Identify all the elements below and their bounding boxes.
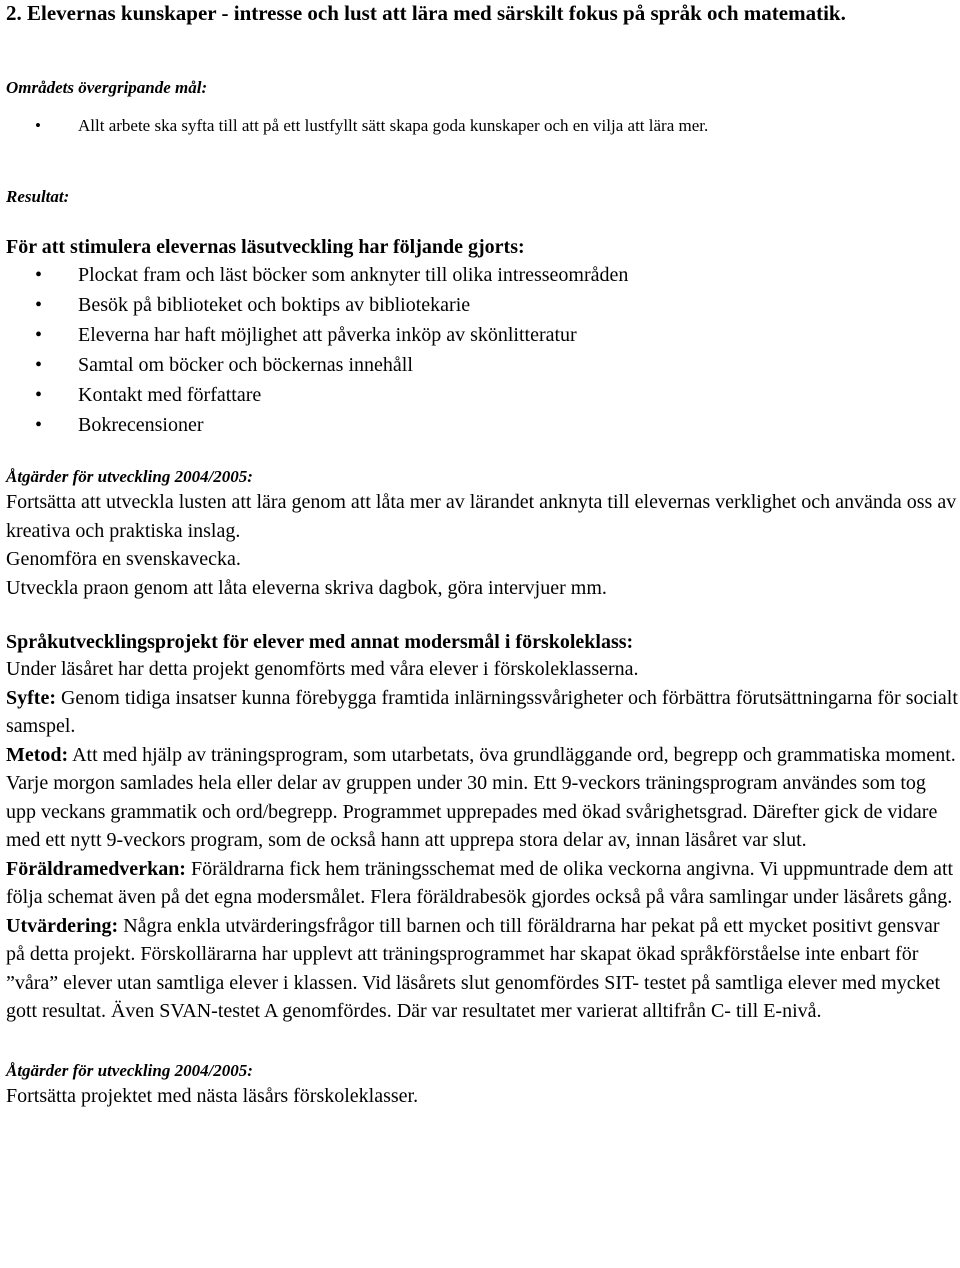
reading-title: För att stimulera elevernas läsutveckling har följande gjorts:: [6, 236, 525, 258]
reading-list-item: • Kontakt med författare: [6, 380, 958, 410]
eval-text: Några enkla utvärderingsfrågor till barnen och till föräldrarna har pekat på ett mycket positivt gensvar på detta projekt. Förskollärarna har upplevt att träningsprogrammet har skapat ökad språkförståelse inte enbart för ”våra” elever utan samtliga elever i klassen. Vid läsårets slut genomfördes SIT- testet på samtliga elever med mycket gott resultat. Även SVAN-testet A genomfördes. Där var resultatet mer varierat alltifrån C- till E-nivå.: [6, 914, 941, 1022]
parent-text: Föräldrarna fick hem träningsschemat med de olika veckorna angivna. Vi uppmuntrade dem att följa schemat även på det egna modersmålet. Flera föräldrabesök gjordes också på våra samlingar under läsårets gång.: [6, 857, 954, 908]
goal-list-item: • Allt arbete ska syfta till att på ett lustfyllt sätt skapa goda kunskaper och en vilja att lära mer.: [35, 116, 709, 135]
reading-list-item: • Besök på biblioteket och boktips av bibliotekarie: [6, 290, 958, 320]
actions-line: Genomföra en svenskavecka.: [6, 548, 241, 570]
project-eval: [6, 912, 958, 1026]
result-label: Resultat:: [6, 187, 70, 206]
reading-list-item: • Eleverna har haft möjlighet att påverka inköp av skönlitteratur: [6, 320, 958, 350]
bullet-icon: •: [35, 324, 43, 346]
syfte-text: Genom tidiga insatser kunna förebygga framtida inlärningssvårigheter och förbättra förutsättningarna för socialt samspel.: [6, 686, 958, 737]
actions-line: Utveckla praon genom att låta eleverna skriva dagbok, göra intervjuer mm.: [6, 576, 607, 599]
project-parent: [6, 855, 958, 912]
goal-list: [6, 115, 958, 137]
bullet-icon: •: [35, 264, 43, 286]
reading-list-item: • Bokrecensioner: [6, 410, 958, 440]
project-metod: [6, 741, 958, 770]
metod-label: Metod:: [6, 743, 69, 766]
bullet-icon: •: [35, 116, 41, 135]
reading-list-item: • Plockat fram och läst böcker som anknyter till olika intresseområden: [6, 260, 958, 290]
section-heading: 2. Elevernas kunskaper - intresse och lust att lära med särskilt fokus på språk och matematik.: [6, 1, 846, 25]
reading-list: [6, 260, 958, 440]
actions-label: Åtgärder för utveckling 2004/2005:: [6, 467, 253, 486]
bullet-icon: •: [35, 294, 43, 316]
project-metod-detail: Varje morgon samlades hela eller delar av gruppen under 30 min. Ett 9-veckors träningsprogram användes som tog upp veckans grammatik och ord/begrepp. Programmet upprepades med ökad svårighetsgrad. Därefter gick de vidare med ett nytt 9-veckors program, som de också hann att upprepa stora delar av, innan läsåret var slut.: [6, 772, 938, 851]
reading-list-item: • Samtal om böcker och böckernas innehåll: [6, 350, 958, 380]
document-page: [6, 0, 958, 1110]
project-intro: Under läsåret har detta projekt genomförts med våra elever i förskoleklasserna.: [6, 658, 639, 680]
actions-line: Fortsätta att utveckla lusten att lära genom att låta mer av lärandet anknyta till elevernas verklighet och använda oss av kreativa och praktiska inslag.: [6, 491, 957, 542]
metod-text: Att med hjälp av träningsprogram, som utarbetats, öva grundläggande ord, begrepp och grammatiska moment.: [68, 743, 956, 766]
bullet-icon: •: [35, 384, 43, 406]
project-title: Språkutvecklingsprojekt för elever med annat modersmål i förskoleklass:: [6, 631, 634, 653]
parent-label: Föräldramedverkan:: [6, 857, 186, 880]
actions-line-2: Fortsätta projektet med nästa läsårs förskoleklasser.: [6, 1084, 419, 1107]
goal-label: Områdets övergripande mål:: [6, 78, 208, 97]
bullet-icon: •: [35, 414, 43, 436]
actions-label-2: Åtgärder för utveckling 2004/2005:: [6, 1060, 253, 1080]
eval-label: Utvärdering:: [6, 914, 119, 937]
syfte-label: Syfte:: [6, 686, 56, 709]
bullet-icon: •: [35, 354, 43, 376]
project-syfte: [6, 684, 958, 741]
